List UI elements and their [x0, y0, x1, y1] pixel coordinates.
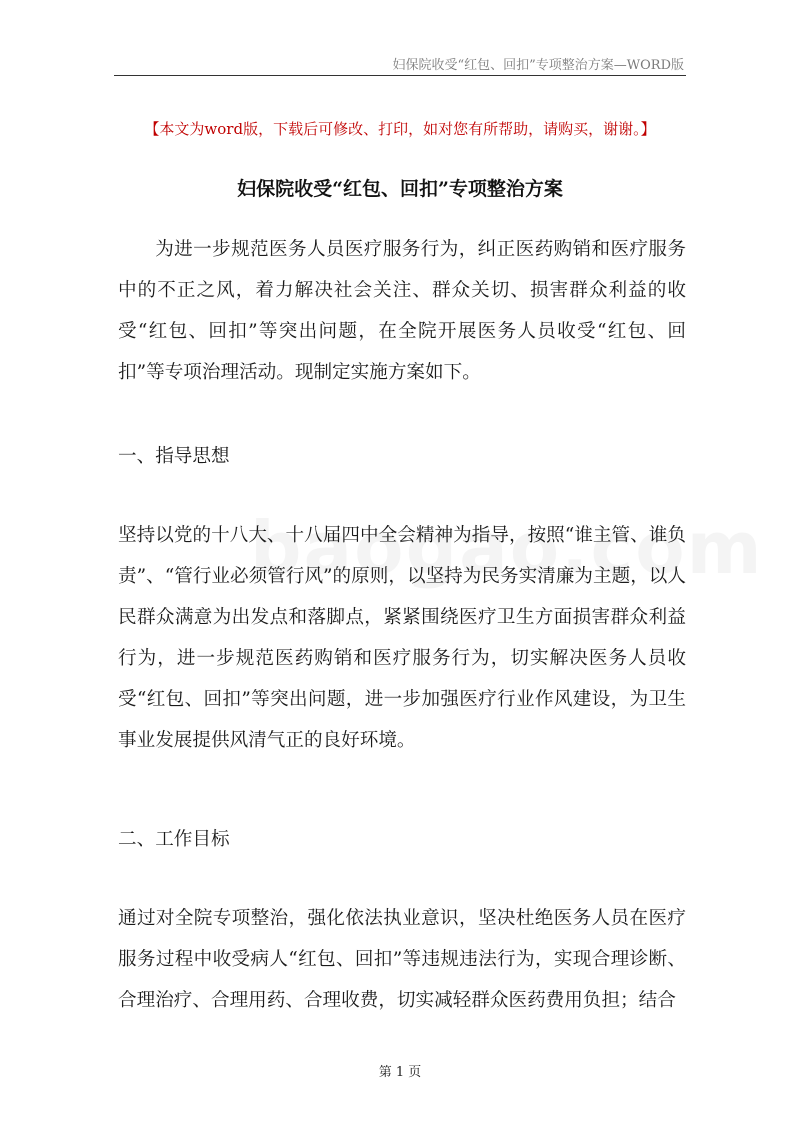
section-heading-guiding-ideology: 一、指导思想: [118, 446, 230, 467]
intro-paragraph: 为进一步规范医务人员医疗服务行为，纠正医药购销和医疗服务中的不正之风，着力解决社会关注、群众关切、损害群众利益的收受“红包、回扣”等突出问题，在全院开展医务人员收受“红包、回扣”等专项治理活动。现制定实施方案如下。: [118, 239, 686, 383]
page-number: 第 1 页: [378, 1065, 422, 1080]
section-heading-work-goals: 二、工作目标: [118, 829, 230, 850]
section-body-guiding-ideology: 坚持以党的十八大、十八届四中全会精神为指导，按照“谁主管、谁负责”、“管行业必须管行风”的原则，以坚持为民务实清廉为主题，以人民群众满意为出发点和落脚点，紧紧围绕医疗卫生方面损害群众利益行为，进一步规范医药购销和医疗服务行为，切实解决医务人员收受“红包、回扣”等突出问题，进一步加强医疗行业作风建设，为卫生事业发展提供风清气正的良好环境。: [118, 525, 686, 751]
header-divider: [114, 75, 686, 76]
section-body-work-goals: 通过对全院专项整治，强化依法执业意识，坚决杜绝医务人员在医疗服务过程中收受病人“红包、回扣”等违规违法行为，实现合理诊断、合理治疗、合理用药、合理收费，切实减轻群众医药费用负担；结合: [118, 908, 686, 1011]
document-title: 妇保院收受“红包、回扣”专项整治方案: [237, 178, 563, 200]
download-notice: 【本文为word版，下载后可修改、打印，如对您有所帮助，请购买，谢谢。】: [144, 120, 656, 138]
running-header: 妇保院收受“红包、回扣”专项整治方案—WORD版: [392, 58, 684, 73]
